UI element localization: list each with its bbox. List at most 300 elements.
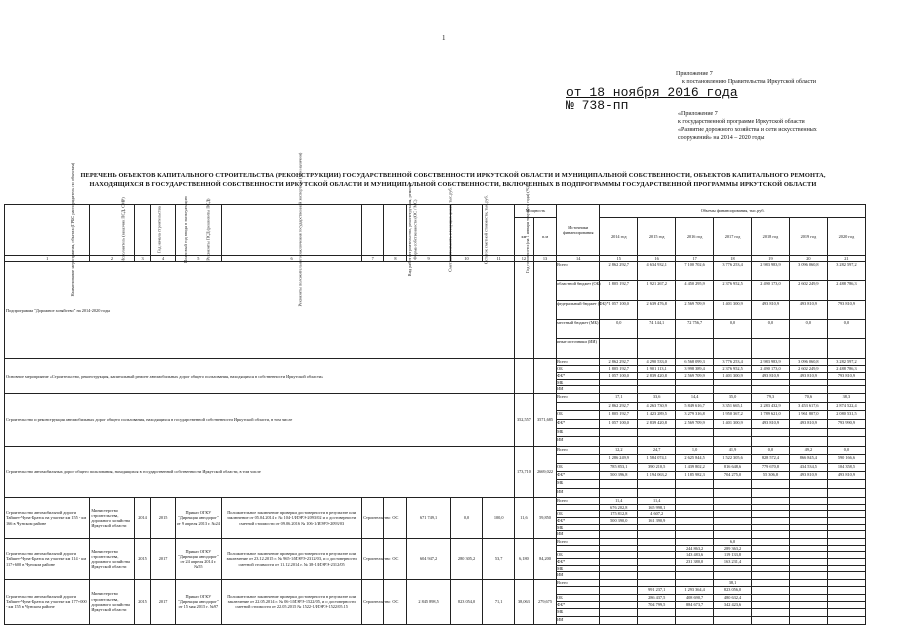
remaining-cost-cell: 280 305,2 [450, 538, 483, 579]
funding-source-label: Всего [557, 447, 599, 455]
funding-value [676, 580, 713, 587]
funding-year-cell [638, 359, 676, 394]
funding-value: 1 789 621,0 [752, 411, 789, 420]
funding-value: 2 839 420,8 [638, 420, 675, 429]
funding-value: 2 283 432,9 [752, 403, 789, 412]
funding-value [752, 580, 789, 587]
funding-value [600, 525, 637, 532]
funding-value [638, 539, 675, 546]
header-power-pm: п.м [533, 218, 556, 256]
funding-value [828, 572, 865, 579]
funding-value [714, 609, 751, 616]
funding-value [638, 572, 675, 579]
executor-cell: Министерство строительства, дорожного хозяйства Иркутской области [90, 538, 134, 579]
funding-source-label: Всего [557, 394, 599, 403]
funding-value [828, 552, 865, 559]
funding-value: 2 569 709,9 [676, 301, 713, 320]
header-year: 2015 год [638, 218, 676, 256]
funding-value: 1 901 113,1 [638, 366, 675, 373]
funding-year-cell [638, 394, 676, 447]
funding-value: 2 490 173,0 [752, 281, 789, 300]
funding-value: 2 639 476,8 [638, 301, 675, 320]
funding-value [752, 386, 789, 393]
funding-source-label: Всего [557, 359, 599, 366]
funding-value [790, 572, 827, 579]
funding-value: 0,0 [828, 447, 865, 455]
funding-value: 72 756,7 [676, 320, 713, 339]
funding-source-label: иные источники (ИИ) [557, 338, 597, 344]
funding-value: 480 632,4 [714, 595, 751, 602]
row-name-cell: Подпрограмма "Дорожное хозяйство" на 2014-2020 годы [5, 262, 515, 359]
funding-value: 1 805 192,7 [600, 366, 637, 373]
column-number-cell: 6 [222, 256, 362, 262]
object-name-cell: Строительство автомобильной дороги Тайшет-Чуна-Братск на участке км 155 - км 166 в Чунском районе [5, 498, 90, 539]
funding-value [714, 429, 751, 438]
funding-value: 2 839 420,8 [638, 373, 675, 380]
column-number-cell: 15 [600, 256, 638, 262]
funding-year-cell [714, 579, 752, 624]
title-line: НАХОДЯЩИХСЯ В ГОСУДАРСТВЕННОЙ СОБСТВЕННОСТИ ИРКУТСКОЙ ОБЛАСТИ И МУНИЦИПАЛЬНОЙ СОБСТВЕННОСТИ, ВКЛЮЧЕННЫХ В ПОДПРОГРАММЫ ГОСУДАРСТВЕННОЙ ПРОГРАММЫ ИРКУТСКОЙ ОБЛАСТИ [89, 181, 817, 188]
header-cell: Реквизиты ПСД (реквизиты ПСД) [175, 205, 221, 256]
funding-value [790, 539, 827, 546]
funding-value [752, 498, 789, 505]
funding-value [600, 380, 637, 387]
funding-value [600, 480, 637, 488]
funding-value: 2 569 709,9 [676, 373, 713, 380]
readiness-cell: 71,1 [483, 579, 515, 624]
funding-value [638, 609, 675, 616]
funding-year-cell [827, 359, 865, 394]
document-title [8, 171, 898, 189]
funding-value [790, 566, 827, 573]
funding-year-cell [714, 447, 752, 498]
funding-value: 704 275,0 [714, 472, 751, 480]
funding-value [828, 539, 865, 546]
funding-value: 286 437,5 [638, 595, 675, 602]
funding-value [828, 602, 865, 609]
funding-value [828, 546, 865, 553]
funding-value [790, 511, 827, 518]
funding-value: 1 401 300,9 [714, 301, 751, 320]
psd-cell: Приказ ОГКУ "Дирекция автодорог" от 24 апреля 2014 г. №55 [175, 538, 221, 579]
funding-value [638, 552, 675, 559]
funding-value: 779 670,8 [752, 464, 789, 472]
funding-value: 434 534,5 [790, 464, 827, 472]
funding-year-cell [600, 394, 638, 447]
remaining-cost-cell: 823 054,0 [450, 579, 483, 624]
funding-value: 119 133,8 [714, 552, 751, 559]
funding-year-cell [751, 262, 789, 359]
funding-value [790, 595, 827, 602]
expertise-cell: Положительное заключение проверки достоверности в результате или заключение от 05.04.2014 г. № 104-1/ИЭРЭ-2093/02 и о достоверности сметной стоимости от 09.06.2016 № 106-1/ИЭРЭ-2093/03 [222, 498, 362, 539]
funding-value [638, 617, 675, 624]
funding-value: 785 853,1 [600, 464, 637, 472]
appendix-program-line: «Приложение 7 [678, 111, 718, 117]
table-row [5, 538, 866, 579]
funding-value [676, 518, 713, 525]
funding-value: 1 805 192,7 [600, 281, 637, 300]
funding-year-cell [827, 394, 865, 447]
funding-value [600, 587, 637, 594]
column-number-cell: 1 [5, 256, 90, 262]
funding-value [676, 609, 713, 616]
funding-value [638, 566, 675, 573]
funding-value [790, 437, 827, 446]
funding-value [676, 380, 713, 387]
funding-value [790, 498, 827, 505]
funding-source-label: МБ [557, 525, 599, 532]
power-km-cell: 173,710 [514, 447, 533, 498]
funding-value: 2 602 249,9 [790, 281, 827, 300]
funding-value: 41,9 [714, 447, 751, 455]
funding-value [600, 552, 637, 559]
funding-year-cell [676, 394, 714, 447]
funding-value [600, 566, 637, 573]
funding-value: 0,0 [752, 447, 789, 455]
funding-value [752, 587, 789, 594]
funding-value: 3 096 060,8 [790, 262, 827, 281]
funding-value [752, 546, 789, 553]
funding-value: 1 401 300,9 [714, 373, 751, 380]
funding-year-cell [676, 538, 714, 579]
funding-value [752, 429, 789, 438]
funding-value: 4 607,2 [638, 511, 675, 518]
funding-value [828, 617, 865, 624]
funding-year-cell [827, 447, 865, 498]
funding-value [600, 572, 637, 579]
header-power-km: км [514, 218, 533, 256]
funding-value [752, 539, 789, 546]
header-sources: Источники финансирования [557, 205, 600, 256]
funding-value [714, 531, 751, 538]
funding-value [752, 380, 789, 387]
funding-source-label [557, 505, 599, 512]
funding-value [752, 559, 789, 566]
table-row [5, 579, 866, 624]
funding-value [752, 339, 789, 358]
funding-year-cell [676, 359, 714, 394]
column-number-cell: 3 [134, 256, 151, 262]
funding-source-label: Всего [557, 580, 599, 587]
funding-source-label: ФБ* [557, 373, 599, 380]
funding-value: 866 845,4 [790, 455, 827, 463]
funding-value: 231 380,0 [676, 559, 713, 566]
funding-source-label: Всего [557, 539, 599, 546]
header-year: 2017 год [714, 218, 752, 256]
funding-value: 2 488 786,3 [828, 281, 865, 300]
header-year: 2016 год [676, 218, 714, 256]
funding-value: 1 423 289,5 [638, 411, 675, 420]
funding-value: 175 812,8 [600, 511, 637, 518]
funding-value [790, 580, 827, 587]
column-number-cell: 19 [751, 256, 789, 262]
funding-value [714, 505, 751, 512]
column-number-cell: 11 [483, 256, 515, 262]
funding-value [828, 437, 865, 446]
funding-value: 884 673,7 [676, 602, 713, 609]
funding-value: 2 862 292,7 [600, 262, 637, 281]
funding-value: 493 810,9 [790, 301, 827, 320]
header-year: 2014 год [600, 218, 638, 256]
funding-value [790, 429, 827, 438]
cost-cell: 2 845 898,5 [407, 579, 450, 624]
funding-value: 244 863,2 [676, 546, 713, 553]
funding-value: 104 358,5 [828, 464, 865, 472]
funding-value: 2 602 249,9 [790, 366, 827, 373]
funding-year-cell [676, 262, 714, 359]
power-km-cell: 11,6 [514, 498, 533, 539]
funding-source-label: ОБ [557, 366, 599, 373]
funding-value [828, 480, 865, 488]
funding-source-label: МБ [557, 429, 599, 438]
funding-value: 163 231,4 [714, 559, 751, 566]
header-cell: Плановый год ввода в эксплуатацию [151, 205, 175, 256]
funding-source-cell [557, 262, 609, 359]
header-cell: Реквизиты положительного заключения государственной экспертизы (при наличии) [222, 205, 362, 256]
funding-value [676, 539, 713, 546]
funding-value: 793 810,9 [828, 301, 865, 320]
funding-value: 289 363,2 [714, 546, 751, 553]
psd-cell: Приказ ОГКУ "Дирекция автодорог" от 15 мая 2015 г. №97 [175, 579, 221, 624]
funding-value [828, 505, 865, 512]
funding-value: 49,2 [790, 447, 827, 455]
title-line: ПЕРЕЧЕНЬ ОБЪЕКТОВ КАПИТАЛЬНОГО СТРОИТЕЛЬСТВА (РЕКОНСТРУКЦИИ) ГОСУДАРСТВЕННОЙ СОБСТВЕННОСТИ ИРКУТСКОЙ ОБЛАСТИ И МУНИЦИПАЛЬНОЙ СОБСТВЕННОСТИ, ОБЪЕКТОВ КАПИТАЛЬНОГО РЕМОНТА, [80, 172, 826, 179]
funding-year-cell [638, 447, 676, 498]
funding-value [828, 531, 865, 538]
funding-value [600, 609, 637, 616]
funding-value: 1 293 364,4 [676, 587, 713, 594]
funding-value: 0,0 [752, 320, 789, 339]
funding-value [752, 595, 789, 602]
funding-value [676, 429, 713, 438]
funding-value [638, 531, 675, 538]
funding-value [638, 525, 675, 532]
column-number-cell: 20 [789, 256, 827, 262]
power-pm-cell: 3571,685 [533, 394, 556, 447]
funding-value: 590 166,6 [828, 455, 865, 463]
stamp-number: № 738-пп [566, 98, 629, 113]
column-number-cell: 16 [638, 256, 676, 262]
funding-value: 55 306,8 [752, 472, 789, 480]
funding-value [676, 386, 713, 393]
funding-value: 0,0 [714, 320, 751, 339]
funding-year-cell [638, 498, 676, 539]
header-year: 2020 год [827, 218, 865, 256]
funding-value [600, 539, 637, 546]
funding-year-cell [751, 394, 789, 447]
funding-value: 1 194 063,2 [638, 472, 675, 480]
column-number-cell: 7 [362, 256, 384, 262]
stamp-date: от 18 ноября 2016 года [566, 85, 738, 100]
funding-source-label [557, 546, 599, 553]
funding-value: 6 568 099,3 [676, 359, 713, 366]
column-number-cell: 10 [450, 256, 483, 262]
header-power: Мощность [514, 205, 556, 218]
funding-source-label: ФБ* [557, 420, 599, 429]
funding-value [714, 489, 751, 497]
power-pm-cell: 279,675 [533, 579, 556, 624]
funding-source-label: Всего [557, 498, 599, 505]
funding-value: 1 401 300,9 [714, 420, 751, 429]
funding-value [600, 437, 637, 446]
funding-value: 4 263 730,9 [638, 403, 675, 412]
funding-year-cell [676, 579, 714, 624]
funding-value: 4 450 295,9 [676, 281, 713, 300]
header-cell: Вид работ (строительство, реконструкция, ремонт) [362, 205, 384, 256]
funding-value [828, 489, 865, 497]
funding-value: 500 396,8 [600, 472, 637, 480]
funding-value [600, 559, 637, 566]
funding-value: 2 376 952,5 [714, 281, 751, 300]
funding-value: 1 950 367,2 [714, 411, 751, 420]
table-row [5, 262, 866, 359]
funding-value [828, 566, 865, 573]
funding-value [600, 595, 637, 602]
readiness-cell: 53,7 [483, 538, 515, 579]
header-cell: Год начала строительства [134, 205, 151, 256]
funding-year-cell [714, 394, 752, 447]
cost-cell: 604 947,2 [407, 538, 450, 579]
funding-value [638, 437, 675, 446]
funding-value: 493 810,9 [828, 472, 865, 480]
funding-value [828, 339, 865, 358]
funding-value [790, 339, 827, 358]
funding-value: 493 810,9 [790, 472, 827, 480]
appendix-program [678, 110, 817, 142]
power-pm-cell [533, 359, 556, 394]
power-pm-cell: 59,850 [533, 498, 556, 539]
executor-cell: Министерство строительства, дорожного хозяйства Иркутской области [90, 498, 134, 539]
funding-year-cell [714, 262, 752, 359]
row-name-cell: Строительство автомобильных дорог общего пользования, находящихся в государственной собственности Иркутской области, в том числе [5, 447, 515, 498]
end-year-cell: 2015 [151, 498, 175, 539]
funding-value: 408 690,7 [676, 595, 713, 602]
funding-source-label: ОБ [557, 595, 599, 602]
page-number: 1 [442, 34, 446, 42]
funding-value [828, 518, 865, 525]
funding-source-cell [557, 538, 600, 579]
column-number-cell: 4 [151, 256, 175, 262]
funding-value: 3 096 060,8 [790, 359, 827, 366]
funding-value [790, 546, 827, 553]
funding-value: 2 080 531,5 [828, 411, 865, 420]
funding-value [638, 429, 675, 438]
funding-value: 3 279 316,8 [676, 411, 713, 420]
readiness-cell: 100,0 [483, 498, 515, 539]
funding-value [828, 511, 865, 518]
ownership-cell: ОС [384, 579, 407, 624]
funding-year-cell [789, 538, 827, 579]
funding-value [790, 489, 827, 497]
funding-year-cell [714, 538, 752, 579]
funding-value [752, 566, 789, 573]
funding-year-cell [638, 538, 676, 579]
funding-value [600, 546, 637, 553]
funding-value [714, 518, 751, 525]
funding-value [790, 525, 827, 532]
funding-value: 0,0 [790, 320, 827, 339]
funding-value: 1 921 267,2 [638, 281, 675, 300]
funding-source-label: ИИ [557, 616, 564, 622]
funding-value [790, 587, 827, 594]
funding-value: 143 483,6 [676, 552, 713, 559]
funding-value: 1 584 074,1 [638, 455, 675, 463]
funding-year-cell [751, 447, 789, 498]
funding-value: 2 488 786,3 [828, 366, 865, 373]
funding-year-cell [789, 447, 827, 498]
funding-value: 35,0 [714, 394, 751, 403]
funding-value [676, 566, 713, 573]
funding-source-cell [557, 394, 600, 447]
funding-value: 1 961 807,0 [790, 411, 827, 420]
funding-year-cell [751, 359, 789, 394]
funding-year-cell [827, 538, 865, 579]
funding-value [752, 437, 789, 446]
column-number-cell: 17 [676, 256, 714, 262]
end-year-cell: 2017 [151, 538, 175, 579]
funding-value: 12,2 [600, 447, 637, 455]
funding-value: 1,0 [676, 447, 713, 455]
funding-value: 1 805 192,7 [600, 411, 637, 420]
funding-value: 390 210,5 [638, 464, 675, 472]
expertise-cell: Положительное заключение проверки достоверности в результате или заключение от 23.12.2015 г. № 965-1/ИЭРЭ-2312/03, и о достоверности сметной стоимости от 11.12.2014 г. № 38-1/ИЭРЭ-2312/05 [222, 538, 362, 579]
funding-value [676, 437, 713, 446]
funding-year-cell [789, 394, 827, 447]
funding-year-cell [789, 579, 827, 624]
header-volume: Объемы финансирования, тыс.руб. [600, 205, 866, 218]
start-year-cell: 2015 [134, 579, 151, 624]
funding-value [752, 531, 789, 538]
resolution-stamp [566, 86, 738, 112]
column-number-cell: 8 [384, 256, 407, 262]
funding-value: 2 862 292,7 [600, 359, 637, 366]
funding-value [752, 525, 789, 532]
funding-value: 816 648,6 [714, 464, 751, 472]
column-number-cell: 12 [514, 256, 533, 262]
funding-value: 2 862 292,7 [600, 403, 637, 412]
header-cell: Сметная стоимость в текущих ценах, тыс.руб. [407, 205, 450, 256]
funding-year-cell [827, 498, 865, 539]
funding-value: 493 810,9 [752, 373, 789, 380]
funding-year-cell [789, 262, 827, 359]
funding-value: 11,4 [638, 498, 675, 505]
funding-source-label: МБ [557, 609, 599, 616]
funding-year-cell [751, 498, 789, 539]
funding-value [714, 339, 751, 358]
funding-value: 4 634 932,1 [638, 262, 675, 281]
funding-value: 2 983 983,9 [752, 359, 789, 366]
funding-source-label: федеральный бюджет (ФБ)* [557, 301, 599, 320]
funding-value [828, 380, 865, 387]
funding-value [828, 595, 865, 602]
funding-source-label: ФБ* [557, 472, 599, 480]
funding-value: 2 569 709,9 [676, 420, 713, 429]
funding-value: 4 290 533,0 [638, 359, 675, 366]
funding-year-cell [714, 359, 752, 394]
funding-value: 38,3 [828, 394, 865, 403]
funding-value [600, 531, 637, 538]
funding-value: 1 522 305,6 [714, 455, 751, 463]
funding-value: 3 776 253,4 [714, 359, 751, 366]
funding-value [714, 511, 751, 518]
object-name-cell: Строительство автомобильной дороги Тайшет-Чуна-Братск на участке км 114 - км 117+600 в Чунском районе [5, 538, 90, 579]
table-row [5, 359, 866, 394]
funding-value: 161 390,9 [638, 518, 675, 525]
funding-value [752, 511, 789, 518]
funding-value: 1 439 802,2 [676, 464, 713, 472]
funding-value: 793 810,9 [828, 373, 865, 380]
funding-value [828, 559, 865, 566]
